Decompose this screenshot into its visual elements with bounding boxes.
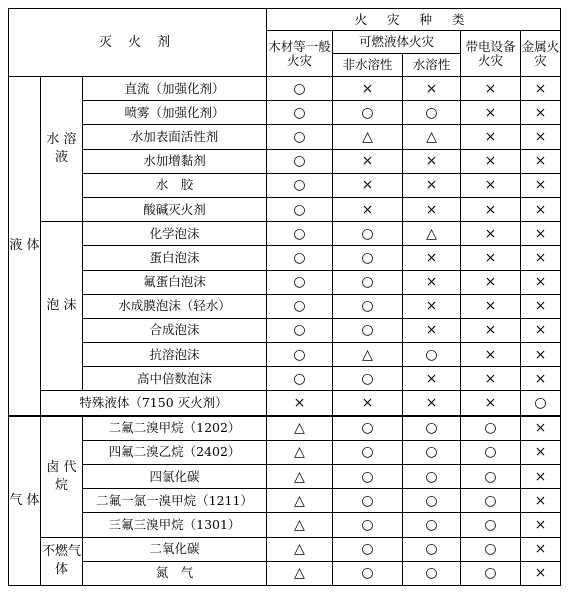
mark-electric: × — [461, 173, 521, 197]
agent-name: 喷雾（加强化剂） — [83, 101, 267, 125]
mark-electric: × — [461, 149, 521, 173]
mark-soluble: × — [403, 149, 461, 173]
mark-electric: ○ — [461, 440, 521, 464]
group-gas: 气 体 — [9, 416, 41, 586]
mark-metal: × — [521, 440, 561, 464]
mark-soluble: × — [403, 391, 461, 416]
agent-name: 二氧化碳 — [83, 537, 267, 561]
extinguishing-agent-table — [8, 8, 561, 586]
mark-soluble: ○ — [403, 440, 461, 464]
mark-wood: ○ — [267, 222, 333, 246]
mark-metal: × — [521, 101, 561, 125]
mark-metal: × — [521, 222, 561, 246]
mark-wood: △ — [267, 513, 333, 537]
col-electric-header: 带电设备火灾 — [461, 31, 521, 77]
subgroup-halide: 卤 代 烷 — [41, 416, 83, 537]
table-row — [9, 294, 561, 318]
mark-wood: ○ — [267, 197, 333, 221]
mark-soluble: ○ — [403, 416, 461, 441]
table-row — [9, 513, 561, 537]
table-row — [9, 416, 561, 441]
mark-soluble: × — [403, 173, 461, 197]
agent-name: 二氟一氯一溴甲烷（1211） — [83, 489, 267, 513]
mark-nonsoluble: ○ — [333, 101, 403, 125]
mark-electric: × — [461, 125, 521, 149]
table-row — [9, 77, 561, 101]
mark-soluble: × — [403, 246, 461, 270]
mark-metal: × — [521, 318, 561, 342]
mark-electric: × — [461, 222, 521, 246]
mark-wood: ○ — [267, 125, 333, 149]
mark-metal: × — [521, 173, 561, 197]
mark-electric: × — [461, 77, 521, 101]
table-row — [9, 465, 561, 489]
mark-metal: × — [521, 343, 561, 367]
agent-name: 水加表面活性剂 — [83, 125, 267, 149]
subgroup-inert-gas: 不燃气体 — [41, 537, 83, 585]
mark-nonsoluble: × — [333, 391, 403, 416]
mark-wood: △ — [267, 561, 333, 585]
mark-metal: × — [521, 125, 561, 149]
subgroup-water-solution: 水 溶 液 — [41, 77, 83, 222]
mark-nonsoluble: ○ — [333, 318, 403, 342]
mark-nonsoluble: ○ — [333, 513, 403, 537]
mark-soluble: × — [403, 367, 461, 391]
group-liquid: 液 体 — [9, 77, 41, 416]
col-metal-header: 金属火灾 — [521, 31, 561, 77]
mark-electric: ○ — [461, 465, 521, 489]
mark-wood: △ — [267, 416, 333, 441]
agent-name: 三氟三溴甲烷（1301） — [83, 513, 267, 537]
mark-soluble: ○ — [403, 513, 461, 537]
table-row — [9, 270, 561, 294]
mark-wood: △ — [267, 440, 333, 464]
mark-nonsoluble: ○ — [333, 440, 403, 464]
mark-soluble: ○ — [403, 465, 461, 489]
mark-soluble: × — [403, 270, 461, 294]
mark-nonsoluble: △ — [333, 125, 403, 149]
agent-name: 水 胶 — [83, 173, 267, 197]
agent-name: 氮 气 — [83, 561, 267, 585]
mark-soluble: △ — [403, 222, 461, 246]
mark-wood: ○ — [267, 270, 333, 294]
agent-name: 水加增黏剂 — [83, 149, 267, 173]
table-row — [9, 149, 561, 173]
mark-soluble: ○ — [403, 489, 461, 513]
table-row — [9, 489, 561, 513]
agent-name: 合成泡沫 — [83, 318, 267, 342]
col-nonsoluble-header: 非水溶性 — [333, 54, 403, 77]
mark-metal: × — [521, 197, 561, 221]
mark-soluble: ○ — [403, 537, 461, 561]
agent-name: 高中倍数泡沫 — [83, 367, 267, 391]
mark-electric: × — [461, 197, 521, 221]
mark-soluble: × — [403, 77, 461, 101]
mark-metal: × — [521, 367, 561, 391]
mark-soluble: ○ — [403, 101, 461, 125]
mark-wood: ○ — [267, 149, 333, 173]
col-soluble-header: 水溶性 — [403, 54, 461, 77]
table-row — [9, 173, 561, 197]
mark-metal: × — [521, 416, 561, 441]
subgroup-foam: 泡 沫 — [41, 222, 83, 391]
mark-electric: × — [461, 101, 521, 125]
table-row — [9, 318, 561, 342]
table-row — [9, 391, 561, 416]
mark-soluble: × — [403, 197, 461, 221]
mark-electric: × — [461, 318, 521, 342]
agent-name: 氟蛋白泡沫 — [83, 270, 267, 294]
mark-metal: ○ — [521, 391, 561, 416]
agent-name: 直流（加强化剂） — [83, 77, 267, 101]
mark-metal: × — [521, 489, 561, 513]
mark-nonsoluble: ○ — [333, 294, 403, 318]
agent-name: 二氟二溴甲烷（1202） — [83, 416, 267, 441]
mark-nonsoluble: × — [333, 197, 403, 221]
mark-electric: × — [461, 246, 521, 270]
agent-name: 特殊液体（7150 灭火剂） — [41, 391, 267, 416]
mark-wood: △ — [267, 489, 333, 513]
mark-metal: × — [521, 537, 561, 561]
mark-wood: × — [267, 391, 333, 416]
mark-metal: × — [521, 246, 561, 270]
mark-metal: × — [521, 513, 561, 537]
mark-soluble: ○ — [403, 561, 461, 585]
mark-nonsoluble: △ — [333, 343, 403, 367]
mark-wood: △ — [267, 465, 333, 489]
col-wood-header: 木材等一般火灾 — [267, 31, 333, 77]
table-row — [9, 440, 561, 464]
table-row — [9, 125, 561, 149]
mark-electric: ○ — [461, 489, 521, 513]
mark-metal: × — [521, 149, 561, 173]
col-flammable-header: 可燃液体火灾 — [333, 31, 461, 54]
mark-electric: ○ — [461, 416, 521, 441]
agent-name: 抗溶泡沫 — [83, 343, 267, 367]
agent-name: 酸碱灭火剂 — [83, 197, 267, 221]
table-row — [9, 246, 561, 270]
mark-wood: ○ — [267, 101, 333, 125]
agent-name: 四氟二溴乙烷（2402） — [83, 440, 267, 464]
mark-metal: × — [521, 270, 561, 294]
agent-name: 化学泡沫 — [83, 222, 267, 246]
mark-wood: ○ — [267, 367, 333, 391]
mark-electric: × — [461, 367, 521, 391]
mark-soluble: ○ — [403, 343, 461, 367]
mark-nonsoluble: × — [333, 77, 403, 101]
mark-wood: ○ — [267, 294, 333, 318]
table-row — [9, 561, 561, 585]
mark-nonsoluble: ○ — [333, 367, 403, 391]
mark-nonsoluble: ○ — [333, 270, 403, 294]
mark-metal: × — [521, 561, 561, 585]
mark-nonsoluble: ○ — [333, 537, 403, 561]
table-row — [9, 343, 561, 367]
agent-header: 灭 火 剂 — [9, 9, 267, 77]
mark-nonsoluble: ○ — [333, 222, 403, 246]
table-row — [9, 537, 561, 561]
fire-types-header: 火 灾 种 类 — [267, 9, 561, 31]
mark-soluble: × — [403, 318, 461, 342]
mark-electric: ○ — [461, 561, 521, 585]
mark-metal: × — [521, 465, 561, 489]
table-row — [9, 367, 561, 391]
mark-nonsoluble: ○ — [333, 246, 403, 270]
mark-electric: × — [461, 343, 521, 367]
mark-soluble: × — [403, 294, 461, 318]
mark-wood: ○ — [267, 343, 333, 367]
mark-metal: × — [521, 294, 561, 318]
mark-nonsoluble: ○ — [333, 416, 403, 441]
mark-electric: ○ — [461, 513, 521, 537]
mark-nonsoluble: ○ — [333, 489, 403, 513]
table-row — [9, 222, 561, 246]
mark-nonsoluble: ○ — [333, 561, 403, 585]
mark-electric: × — [461, 294, 521, 318]
table-row — [9, 197, 561, 221]
mark-wood: ○ — [267, 246, 333, 270]
mark-nonsoluble: × — [333, 173, 403, 197]
agent-name: 水成膜泡沫（轻水） — [83, 294, 267, 318]
agent-name: 四氯化碳 — [83, 465, 267, 489]
agent-name: 蛋白泡沫 — [83, 246, 267, 270]
mark-electric: × — [461, 270, 521, 294]
mark-wood: ○ — [267, 77, 333, 101]
mark-soluble: △ — [403, 125, 461, 149]
mark-nonsoluble: ○ — [333, 465, 403, 489]
mark-nonsoluble: × — [333, 149, 403, 173]
mark-wood: ○ — [267, 318, 333, 342]
mark-metal: × — [521, 77, 561, 101]
table-row — [9, 101, 561, 125]
mark-electric: ○ — [461, 537, 521, 561]
mark-wood: ○ — [267, 173, 333, 197]
mark-wood: △ — [267, 537, 333, 561]
mark-electric: × — [461, 391, 521, 416]
